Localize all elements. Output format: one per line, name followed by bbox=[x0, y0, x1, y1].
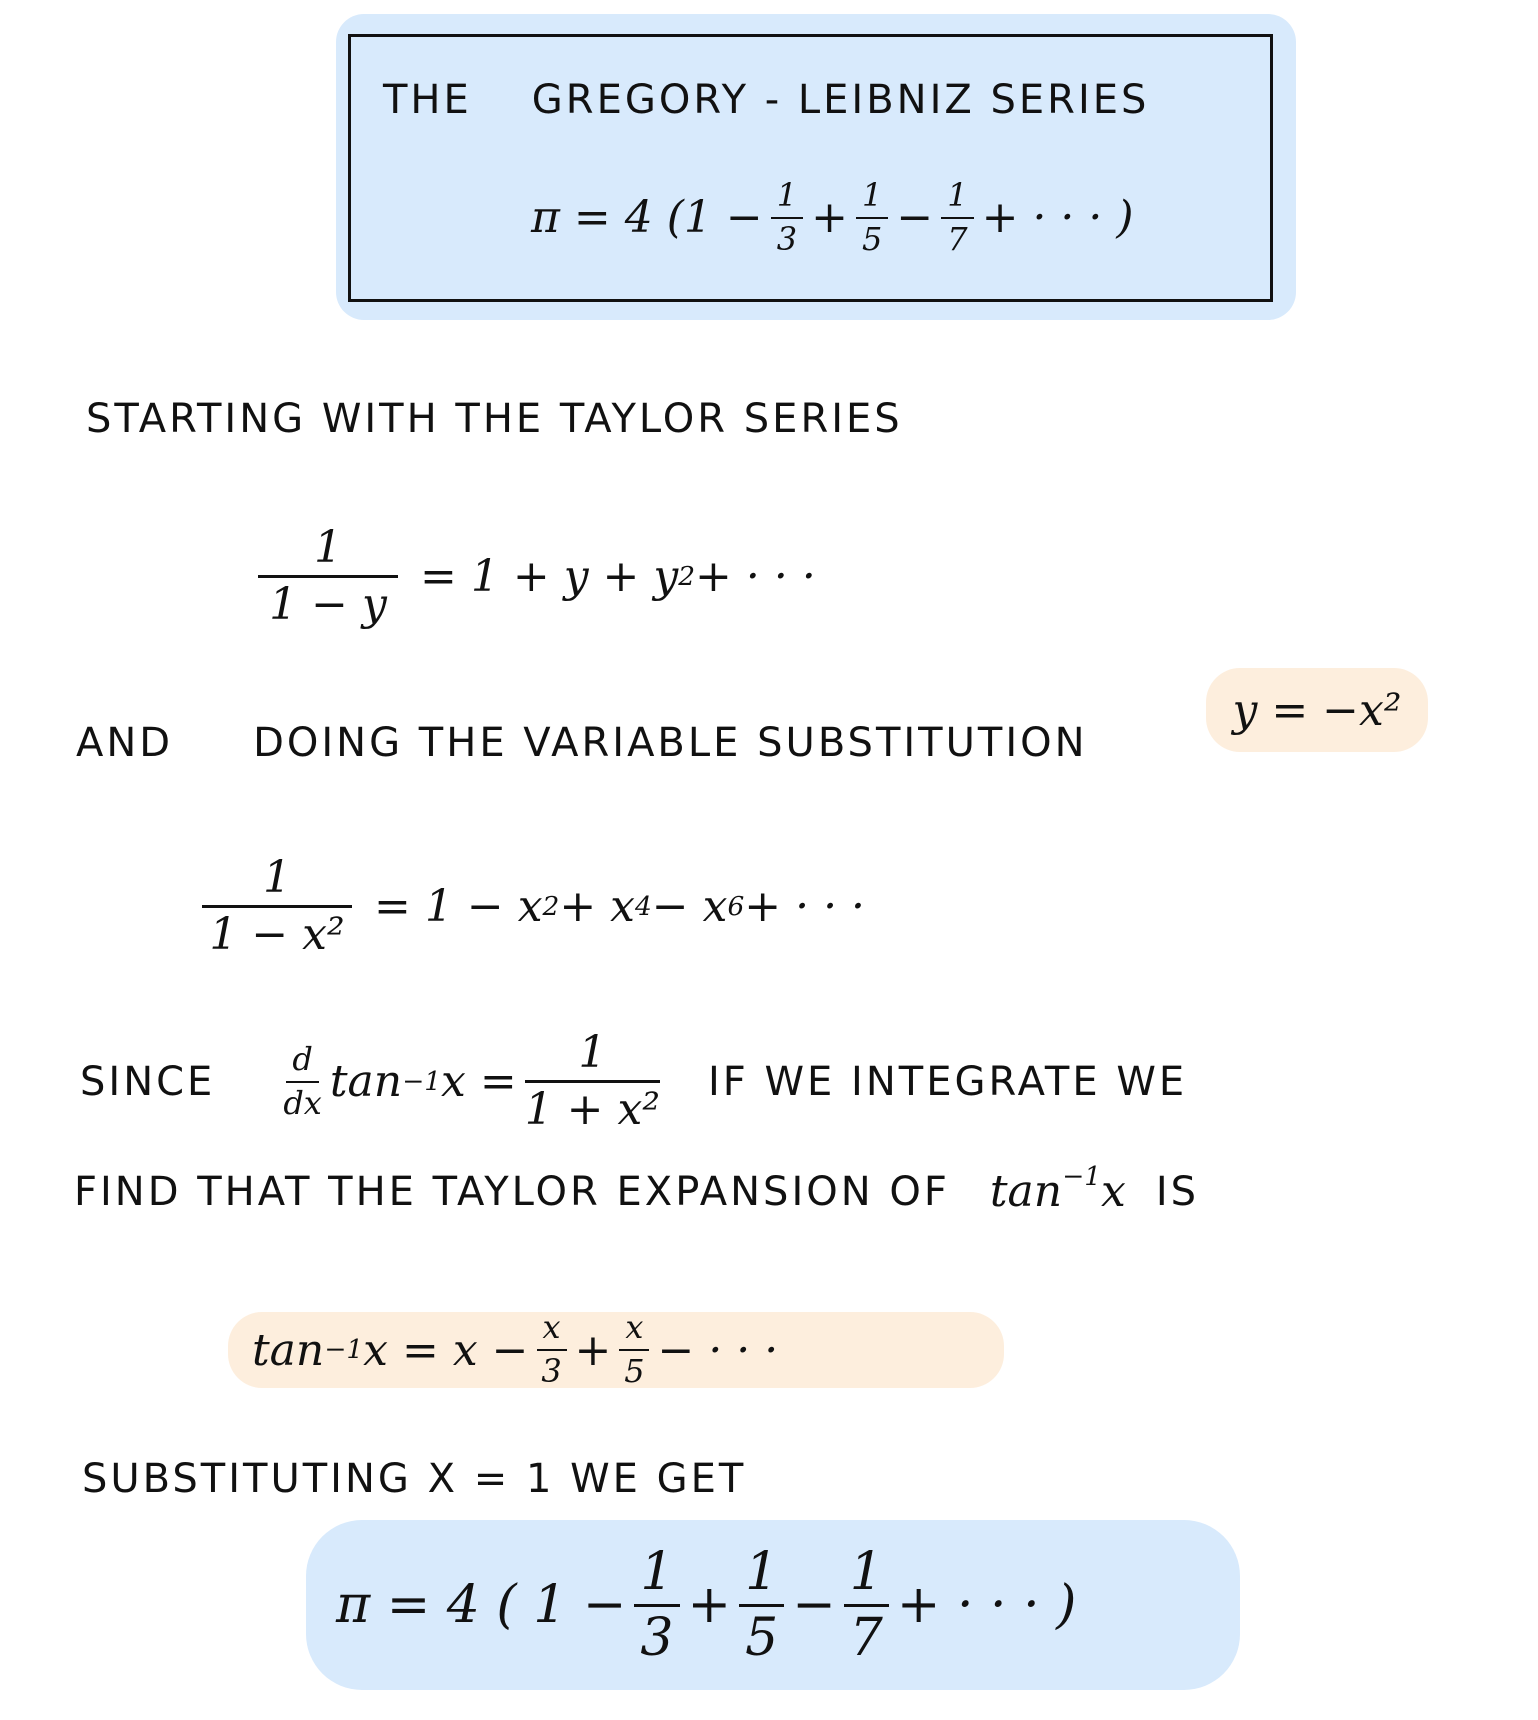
title-formula bbox=[531, 176, 1134, 258]
step3-tan2-exp: −1 bbox=[1062, 1160, 1102, 1192]
step4-frac-2-num: x bbox=[619, 1311, 649, 1351]
substitution-highlight bbox=[1206, 668, 1428, 752]
step4-frac-1-num: x bbox=[537, 1311, 567, 1351]
step3-tan2-var: x bbox=[1101, 1166, 1126, 1217]
step4-op: + bbox=[574, 1324, 612, 1376]
step3-d: d bbox=[286, 1043, 318, 1083]
title-frac-1-num: 1 bbox=[771, 179, 803, 219]
title-op-3: − bbox=[896, 192, 934, 244]
step2-frac-num: 1 bbox=[202, 855, 352, 908]
step1-equation: $\frac{1}{1 - y}$ = 1 + y + y 2 + · · · bbox=[250, 525, 816, 628]
step1-frac-den: 1 − y bbox=[269, 579, 387, 631]
step3-frac-num: 1 bbox=[525, 1030, 660, 1083]
step2-frac-den: 1 − x² bbox=[209, 909, 345, 961]
step3-row-1 bbox=[80, 1027, 1188, 1136]
step3-is: IS bbox=[1155, 1168, 1200, 1215]
result-frac-3 bbox=[844, 1541, 889, 1668]
title-box bbox=[348, 34, 1273, 302]
step2-text-row bbox=[76, 720, 1088, 766]
title-op-2: + bbox=[811, 192, 848, 244]
step2-rhs-d: + · · · bbox=[744, 881, 866, 933]
title-frac-2 bbox=[856, 176, 888, 258]
step3-tan: tan bbox=[329, 1056, 403, 1108]
title-frac-3 bbox=[941, 176, 973, 258]
step3-d-dx bbox=[283, 1040, 322, 1122]
result-tail: + · · · ) bbox=[896, 1575, 1077, 1635]
step3-row-2 bbox=[74, 1160, 1200, 1217]
step3-frac bbox=[524, 1027, 660, 1136]
title-the: THE bbox=[383, 77, 472, 123]
step1-frac-num: 1 bbox=[258, 525, 398, 578]
result-frac-1 bbox=[634, 1541, 679, 1668]
step4-frac-1 bbox=[537, 1308, 567, 1390]
title-frac-1 bbox=[771, 176, 803, 258]
step4-frac-2 bbox=[619, 1308, 649, 1390]
title-series-name: GREGORY - LEIBNIZ SERIES bbox=[531, 77, 1150, 123]
result-op-2: + bbox=[687, 1575, 732, 1635]
result-frac-1-num: 1 bbox=[634, 1545, 679, 1607]
step2-rhs-c: − x bbox=[651, 881, 728, 933]
step4-frac-2-den: 5 bbox=[624, 1352, 645, 1390]
title-formula-lhs: π = 4 (1 − bbox=[531, 192, 763, 244]
result-highlight bbox=[306, 1520, 1240, 1690]
step2-text: DOING THE VARIABLE SUBSTITUTION bbox=[253, 720, 1088, 766]
title-formula-tail: + · · · ) bbox=[981, 192, 1134, 244]
step4-lhs-var: x = x − bbox=[363, 1324, 529, 1376]
step2-frac bbox=[202, 852, 352, 961]
result-op-3: − bbox=[792, 1575, 836, 1635]
result-frac-1-den: 3 bbox=[640, 1607, 674, 1668]
step2-equation: $\frac{1}{\text{1 − x²}}$ = 1 − x 2 + x 4 − x 6 + · · · bbox=[194, 855, 865, 958]
step3-since: SINCE bbox=[80, 1058, 216, 1105]
step3-text-b: FIND THAT THE TAYLOR EXPANSION OF bbox=[74, 1168, 950, 1215]
step2-rhs-b: + x bbox=[559, 881, 635, 933]
step4-tan: tan bbox=[252, 1324, 325, 1376]
step3-tan2-expr bbox=[989, 1160, 1126, 1217]
step3-text-a: IF WE INTEGRATE WE bbox=[707, 1058, 1188, 1105]
substitution-expression: y = −x² bbox=[1232, 684, 1402, 736]
result-frac-3-num: 1 bbox=[844, 1545, 889, 1607]
result-frac-2 bbox=[739, 1541, 784, 1668]
step1-rhs-a: = 1 + y + y bbox=[420, 551, 679, 603]
step3-tan-var: x = bbox=[441, 1056, 517, 1108]
title-frac-3-den: 7 bbox=[947, 219, 968, 258]
step4-tail: − · · · bbox=[657, 1324, 779, 1376]
step3-dx: dx bbox=[283, 1083, 322, 1122]
step4-frac-1-den: 3 bbox=[541, 1352, 562, 1390]
step2-and: AND bbox=[76, 720, 174, 766]
result-frac-2-den: 5 bbox=[745, 1607, 779, 1668]
result-lhs: π = 4 ( 1 − bbox=[336, 1575, 627, 1635]
result-frac-3-den: 7 bbox=[849, 1607, 883, 1668]
step3-derivative-expr: $\frac{d}{dx}$ tan −1 x = $\frac{1}{\text{1 + x²}}$ bbox=[283, 1027, 660, 1136]
arctan-expansion-highlight: tan −1 x = x − $\frac{x}{3}$ + $\frac{x}{5}$ − · · · bbox=[228, 1312, 1004, 1388]
step3-frac-den: 1 + x² bbox=[524, 1084, 660, 1136]
step1-text: STARTING WITH THE TAYLOR SERIES bbox=[86, 396, 903, 442]
title-frac-2-num: 1 bbox=[856, 179, 888, 219]
title-frac-1-den: 3 bbox=[776, 219, 798, 258]
step3-tan2: tan bbox=[989, 1166, 1063, 1217]
step1-rhs-b: + · · · bbox=[695, 551, 816, 603]
step5-text: SUBSTITUTING X = 1 WE GET bbox=[82, 1456, 747, 1502]
step1-frac bbox=[258, 522, 398, 631]
title-frac-3-num: 1 bbox=[941, 179, 973, 219]
title-frac-2-den: 5 bbox=[862, 219, 883, 258]
step2-rhs-a: = 1 − x bbox=[374, 881, 543, 933]
title-heading bbox=[383, 77, 1149, 123]
result-frac-2-num: 1 bbox=[739, 1545, 784, 1607]
